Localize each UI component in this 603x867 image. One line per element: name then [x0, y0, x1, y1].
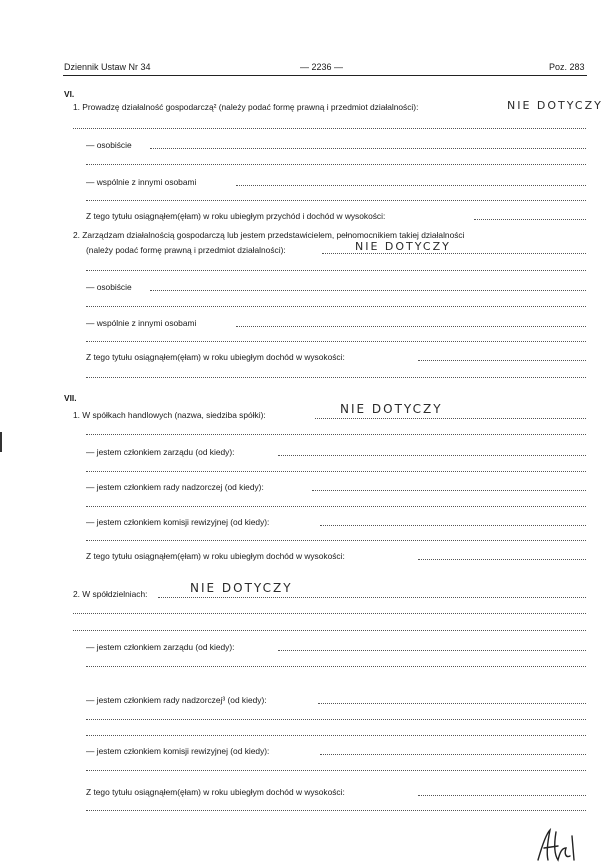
fill-line [158, 597, 586, 598]
item-management-label-cont: (należy podać formę prawną i przedmiot działalności): [86, 245, 286, 255]
section-heading-vi: VI. [64, 89, 75, 99]
item-companies-label: 1. W spółkach handlowych (nazwa, siedziba spółki): [73, 410, 266, 420]
audit-committee-label: — jestem członkiem komisji rewizyjnej (od kiedy): [86, 746, 270, 756]
fill-line [474, 219, 586, 220]
fill-line [86, 341, 586, 342]
supervisory-board-label: — jestem członkiem rady nadzorczej (od kiedy): [86, 482, 264, 492]
fill-line [320, 754, 586, 755]
board-member-label: — jestem członkiem zarządu (od kiedy): [86, 447, 235, 457]
fill-line [320, 525, 586, 526]
fill-line [86, 540, 586, 541]
fill-line [86, 719, 586, 720]
fill-line [418, 559, 586, 560]
page-number: — 2236 — [300, 62, 344, 72]
fill-line [418, 360, 586, 361]
audit-committee-label: — jestem członkiem komisji rewizyjnej (od kiedy): [86, 517, 270, 527]
handwritten-answer: NIE DOTYCZY [507, 99, 603, 112]
fill-line [86, 200, 586, 201]
fill-line [86, 306, 586, 307]
fill-line [150, 148, 586, 149]
position-number: Poz. 283 [549, 62, 585, 72]
fill-line [86, 770, 586, 771]
fill-line [315, 418, 586, 419]
fill-line [73, 128, 586, 129]
income-label: Z tego tytułu osiągnąłem(ęłam) w roku ubiegłym dochód w wysokości: [86, 352, 345, 362]
section-heading-vii: VII. [64, 393, 77, 403]
income-label: Z tego tytułu osiągnąłem(ęłam) w roku ubiegłym dochód w wysokości: [86, 551, 345, 561]
signature-initials [532, 826, 582, 864]
fill-line [86, 434, 586, 435]
fill-line [150, 290, 586, 291]
fill-line [86, 506, 586, 507]
fill-line [86, 735, 586, 736]
supervisory-board-label: — jestem członkiem rady nadzorczej³ (od kiedy): [86, 695, 267, 705]
fill-line [318, 703, 586, 704]
handwritten-answer: NIE DOTYCZY [355, 240, 451, 253]
fill-line [73, 630, 586, 631]
board-member-label: — jestem członkiem zarządu (od kiedy): [86, 642, 235, 652]
header-rule [63, 75, 587, 76]
fill-line [73, 613, 586, 614]
fill-line [86, 270, 586, 271]
fill-line [322, 253, 586, 254]
fill-line [86, 164, 586, 165]
fill-line [278, 650, 586, 651]
fill-line [86, 471, 586, 472]
handwritten-answer: NIE DOTYCZY [340, 402, 443, 416]
fill-line [86, 666, 586, 667]
fill-line [86, 810, 586, 811]
fill-line [312, 490, 586, 491]
jointly-label: — wspólnie z innymi osobami [86, 177, 197, 187]
item-management-label: 2. Zarządzam działalnością gospodarczą lub jestem przedstawicielem, pełnomocnikiem takiej działalności [73, 230, 465, 240]
fill-line [236, 185, 586, 186]
income-label: Z tego tytułu osiągnąłem(ęłam) w roku ubiegłym przychód i dochód w wysokości: [86, 211, 386, 221]
binding-mark [0, 432, 2, 452]
personally-label: — osobiście [86, 282, 132, 292]
journal-title: Dziennik Ustaw Nr 34 [64, 62, 151, 72]
income-label: Z tego tytułu osiągnąłem(ęłam) w roku ubiegłym dochód w wysokości: [86, 787, 345, 797]
jointly-label: — wspólnie z innymi osobami [86, 318, 197, 328]
item-business-activity-label: 1. Prowadzę działalność gospodarczą² (należy podać formę prawną i przedmiot działalności): [73, 102, 419, 112]
fill-line [236, 326, 586, 327]
fill-line [278, 455, 586, 456]
fill-line [418, 795, 586, 796]
personally-label: — osobiście [86, 140, 132, 150]
fill-line [86, 377, 586, 378]
item-cooperatives-label: 2. W spółdzielniach: [73, 589, 148, 599]
handwritten-answer: NIE DOTYCZY [190, 581, 293, 595]
